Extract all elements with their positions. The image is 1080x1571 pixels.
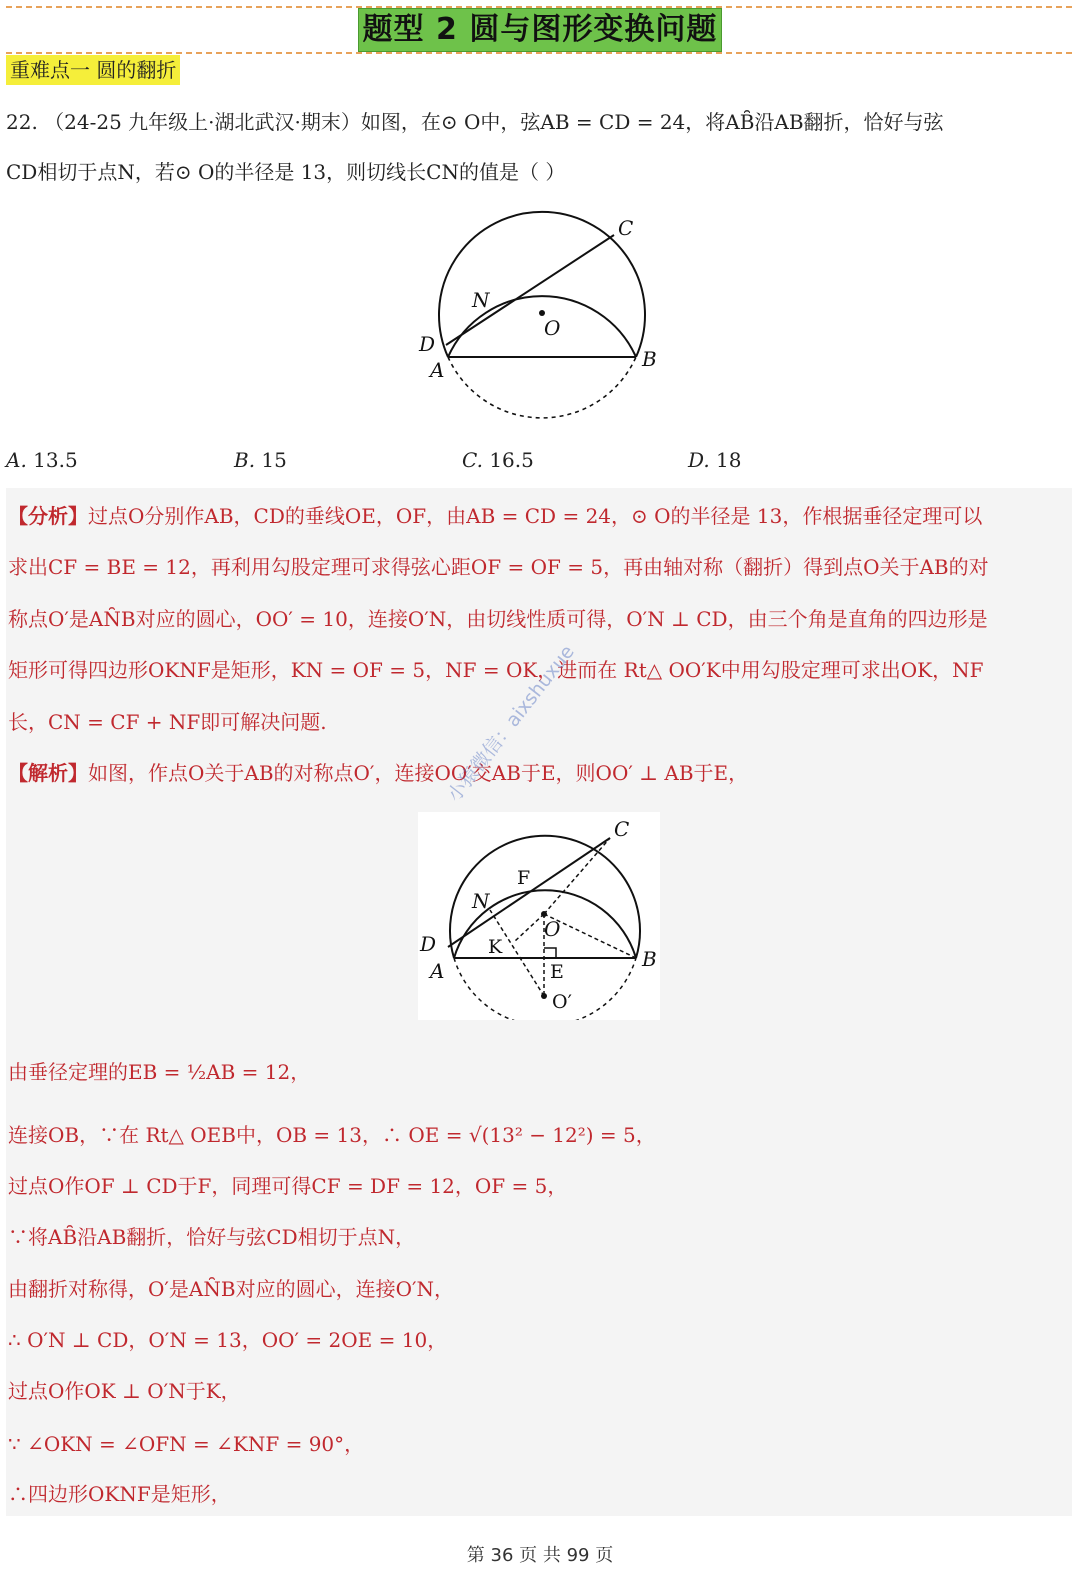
analysis-line-4: 矩形可得四边形OKNF是矩形，KN = OF = 5，NF = OK，进而在 Rt△ OO′K中用勾股定理可求出OK，NF: [8, 658, 984, 682]
label-d: D: [419, 332, 436, 356]
label-o: O: [544, 316, 561, 340]
page-footer: 第 36 页 共 99 页: [466, 1545, 614, 1566]
analysis-line-3: 称点O′是AN̑B对应的圆心，OO′ = 10，连接O′N，由切线性质可得，O′N ⊥ CD，由三个角是直角的四边形是: [8, 607, 988, 631]
circle-upper-arc: [439, 212, 645, 357]
option-d[interactable]: D. 18: [688, 448, 742, 472]
label2-k: K: [488, 936, 503, 958]
reflected-center-point: [541, 993, 547, 999]
option-c[interactable]: C. 16.5: [462, 448, 534, 472]
solution-line-0: 【解析】如图，作点O关于AB的对称点O′，连接OO′交AB于E，则OO′ ⊥ AB于E，: [8, 761, 749, 785]
label2-d: D: [420, 932, 437, 956]
solution-step-7: 过点O作OK ⊥ O′N于K，: [8, 1379, 241, 1403]
analysis-line-2: 求出CF = BE = 12，再利用勾股定理可求得弦心距OF = OF = 5，再由轴对称（翻折）得到点O关于AB的对: [8, 555, 989, 579]
header-dashed-rule: [6, 52, 1072, 54]
solution-step-5: 由翻折对称得，O′是AN̑B对应的圆心，连接O′N，: [8, 1277, 455, 1301]
solution-step-6: ∴ O′N ⊥ CD，O′N = 13，OO′ = 2OE = 10，: [8, 1328, 448, 1352]
option-b[interactable]: B. 15: [234, 448, 287, 472]
question-line-1: 22. （24-25 九年级上·湖北武汉·期末）如图，在⊙ O中，弦AB = CD = 24，将AB̑沿AB翻折，恰好与弦: [6, 110, 944, 134]
analysis-line-5: 长，CN = CF + NF即可解决问题.: [8, 710, 327, 734]
watermark-text: 小猿微信：aixshuxue: [443, 641, 579, 807]
section-subtitle: 重难点一 圆的翻折: [6, 55, 180, 85]
circle-lower-arc: [448, 357, 636, 418]
label-a: A: [430, 358, 445, 382]
label-b: B: [642, 347, 657, 371]
solution-step-3: 过点O作OF ⊥ CD于F，同理可得CF = DF = 12，OF = 5，: [8, 1174, 568, 1198]
label2-o-prime: O′: [552, 991, 572, 1013]
label2-n: N: [472, 889, 490, 913]
analysis-tag: 【分析】: [8, 504, 88, 528]
section-title: 题型 2 圆与图形变换问题: [358, 8, 722, 52]
solution-step-9: ∴四边形OKNF是矩形，: [8, 1482, 231, 1506]
label2-a: A: [430, 959, 445, 983]
solution-step-1: 由垂径定理的EB = ½AB = 12，: [8, 1060, 311, 1084]
option-a[interactable]: A. 13.5: [6, 448, 78, 472]
solution-step-2: 连接OB，∵在 Rt△ OEB中，OB = 13，∴ OE = √(13² − 12²) = 5，: [8, 1123, 656, 1147]
label2-f: F: [517, 867, 531, 889]
figure-circle-fold: [410, 205, 670, 430]
label-c: C: [618, 216, 634, 240]
label2-o: O: [544, 917, 561, 941]
solution-step-4: ∵将AB̑沿AB翻折，恰好与弦CD相切于点N，: [8, 1225, 416, 1249]
question-line-2: CD相切于点N，若⊙ O的半径是 13，则切线长CN的值是（ ）: [6, 160, 566, 184]
analysis-line-1: 【分析】过点O分别作AB，CD的垂线OE，OF，由AB = CD = 24，⊙ O的半径是 13，作根据垂径定理可以: [8, 504, 983, 528]
label2-c: C: [614, 817, 630, 841]
solution-step-8: ∵ ∠OKN = ∠OFN = ∠KNF = 90°，: [8, 1432, 365, 1456]
solution-tag: 【解析】: [8, 761, 88, 785]
label2-b: B: [642, 947, 657, 971]
label-n: N: [472, 288, 490, 312]
figure-solution: [418, 812, 660, 1020]
label2-e: E: [550, 961, 564, 983]
